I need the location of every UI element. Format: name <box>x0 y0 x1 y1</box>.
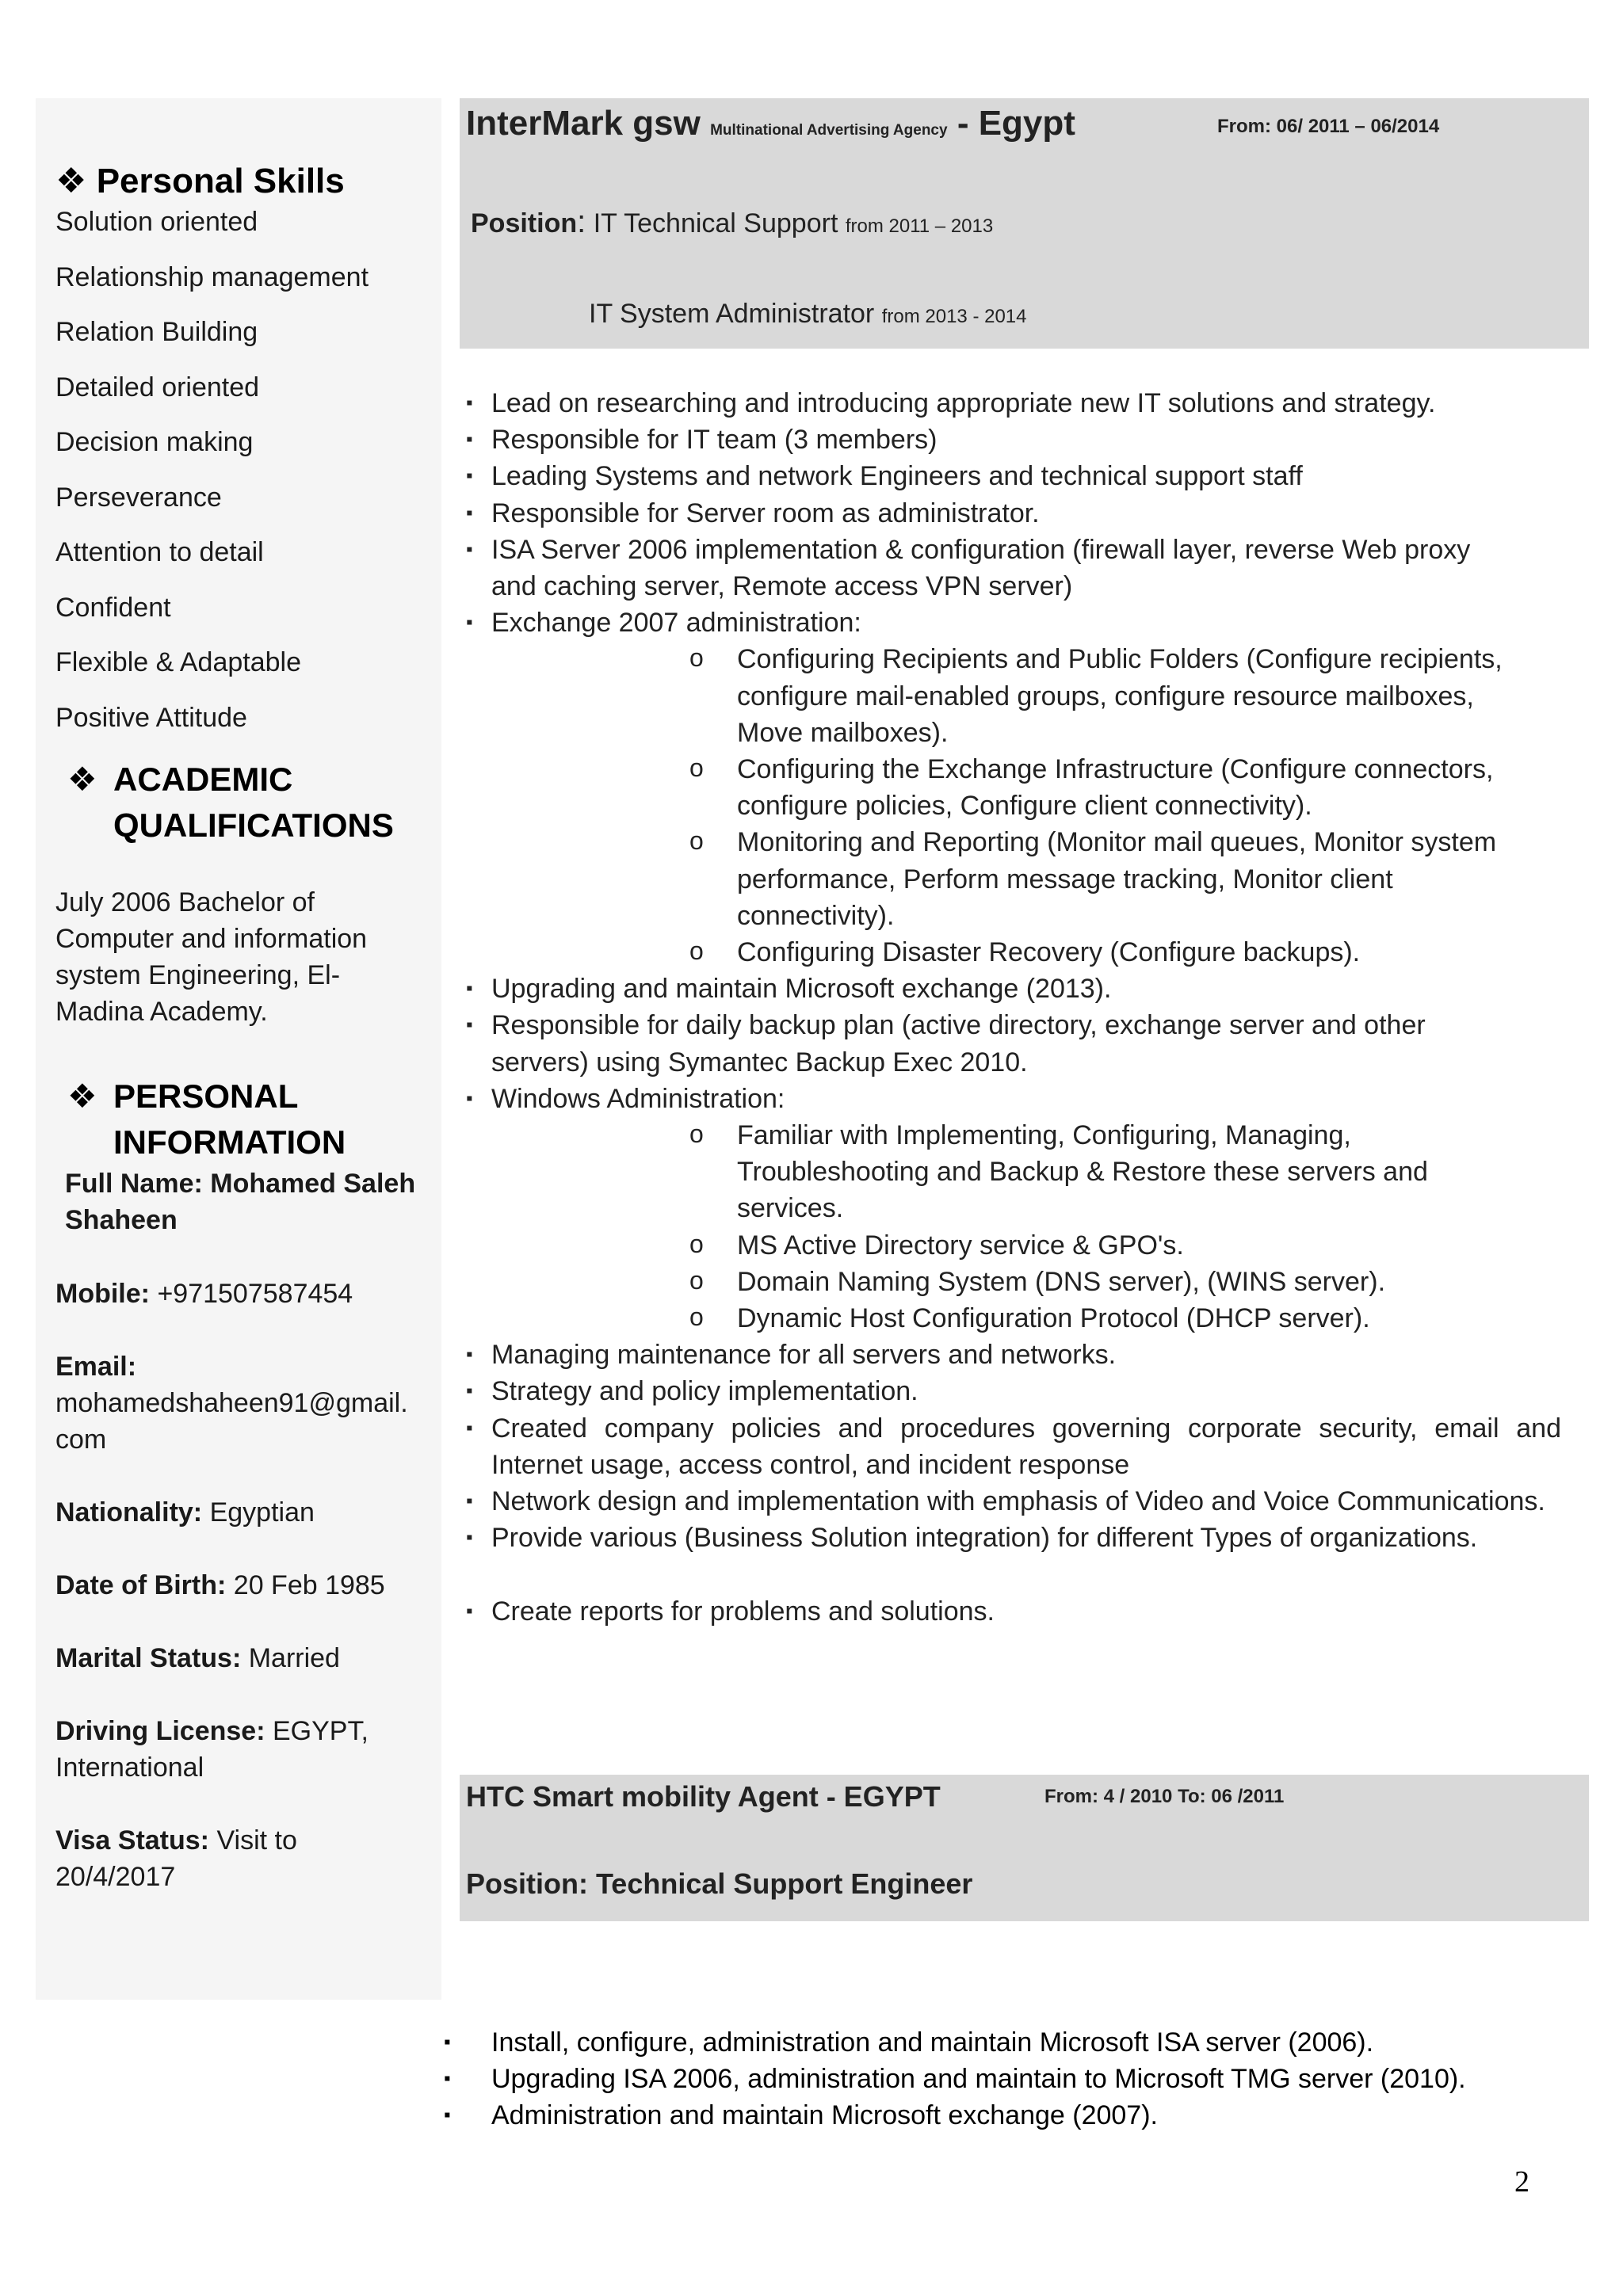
job1-position-2: IT System Administrator from 2013 - 2014 <box>589 299 1027 329</box>
list-item: o Dynamic Host Configuration Protocol (DHCP server). <box>460 1300 1529 1337</box>
list-item: Relation Building <box>55 317 258 347</box>
list-item: Perseverance <box>55 482 222 513</box>
list-item: ▪ Managing maintenance for all servers and networks. <box>460 1337 1561 1373</box>
list-item: ▪ Network design and implementation with emphasis of Video and Voice Communications. <box>460 1483 1561 1520</box>
academic-heading: ❖ ACADEMIC QUALIFICATIONS <box>67 757 394 849</box>
job1-dates: From: 06/ 2011 – 06/2014 <box>1217 116 1440 137</box>
list-item: o Monitoring and Reporting (Monitor mail queues, Monitor system performance, Perform message tracking, Monitor client connectivity). <box>460 824 1529 934</box>
job2-company: HTC Smart mobility Agent - EGYPT <box>466 1780 941 1813</box>
list-item: ▪ Install, configure, administration and maintain Microsoft ISA server (2006). <box>444 2024 1601 2061</box>
job2-bullets <box>444 2024 1601 2134</box>
list-item: ▪ Administration and maintain Microsoft exchange (2007). <box>444 2097 1601 2134</box>
academic-details: July 2006 Bachelor of Computer and information system Engineering, El- Madina Academy. <box>55 887 368 1027</box>
list-item: ▪ Upgrading ISA 2006, administration and maintain to Microsoft TMG server (2010). <box>444 2061 1601 2097</box>
visa-line: Visa Status: Visit to 20/4/2017 <box>55 1825 297 1892</box>
list-item: ▪ Responsible for IT team (3 members) <box>460 421 1561 458</box>
list-item: o MS Active Directory service & GPO's. <box>460 1227 1529 1264</box>
list-item: ▪ Provide various (Business Solution integration) for different Types of organizations. <box>460 1520 1561 1556</box>
diamond-bullet-icon: ❖ <box>67 1077 97 1115</box>
personal-details <box>55 1276 408 1932</box>
list-item: ▪ Lead on researching and introducing appropriate new IT solutions and strategy. <box>460 385 1561 421</box>
list-item: ▪ ISA Server 2006 implementation & configuration (firewall layer, reverse Web proxy and caching server, Remote access VPN server) <box>460 532 1522 605</box>
job2-dates: From: 4 / 2010 To: 06 /2011 <box>1044 1786 1285 1807</box>
job2-position: Position: Technical Support Engineer <box>466 1867 973 1900</box>
dob-line: Date of Birth: 20 Feb 1985 <box>55 1570 385 1600</box>
full-name: Full Name: Mohamed Saleh Shaheen <box>65 1169 416 1235</box>
list-item: ▪ Upgrading and maintain Microsoft exchange (2013). <box>460 971 1561 1007</box>
personal-info-heading: ❖ PERSONAL INFORMATION <box>67 1074 346 1165</box>
list-item: Decision making <box>55 427 254 457</box>
job1-bullets <box>460 385 1561 1630</box>
job1-company-line: InterMark gsw Multinational Advertising Agency - Egypt <box>466 104 1075 143</box>
list-item: ▪ Responsible for Server room as administrator. <box>460 495 1561 532</box>
list-item: ▪ Created company policies and procedures governing corporate security, email and Internet usage, access control, and incident response <box>460 1410 1561 1483</box>
page-number: 2 <box>1514 2165 1529 2199</box>
list-item: o Familiar with Implementing, Configuring, Managing, Troubleshooting and Backup & Restore these servers and services. <box>460 1117 1450 1227</box>
nationality-line: Nationality: Egyptian <box>55 1497 315 1527</box>
job1-position-line: Position: IT Technical Support from 2011 – 2013 <box>471 204 994 239</box>
list-item: o Configuring the Exchange Infrastructure (Configure connectors, configure policies, Configure client connectivity). <box>460 751 1529 824</box>
list-item: ▪ Create reports for problems and solutions. <box>460 1593 1561 1630</box>
list-item: Solution oriented <box>55 207 258 237</box>
list-item: ▪ Leading Systems and network Engineers and technical support staff <box>460 458 1561 494</box>
license-line: Driving License: EGYPT, International <box>55 1716 369 1783</box>
list-item: Relationship management <box>55 261 369 292</box>
list-item: o Configuring Disaster Recovery (Configure backups). <box>460 934 1529 971</box>
skills-heading: ❖ Personal Skills <box>55 158 345 204</box>
list-item: o Domain Naming System (DNS server), (WINS server). <box>460 1264 1529 1300</box>
email-line: Email: mohamedshaheen91@gmail. com <box>55 1352 408 1455</box>
diamond-bullet-icon: ❖ <box>55 162 87 200</box>
list-item: Detailed oriented <box>55 372 260 402</box>
list-item: ▪ Responsible for daily backup plan (active directory, exchange server and other servers) using Symantec Backup Exec 2010. <box>460 1007 1482 1080</box>
list-item: ▪ Strategy and policy implementation. <box>460 1373 1561 1409</box>
marital-line: Marital Status: Married <box>55 1643 340 1673</box>
list-item: ▪ Windows Administration: <box>460 1081 1561 1117</box>
list-item: o Configuring Recipients and Public Folders (Configure recipients, configure mail-enabled groups, configure resource mailboxes, Move mailboxes). <box>460 641 1529 751</box>
list-item: Flexible & Adaptable <box>55 647 301 677</box>
skills-list <box>55 202 369 753</box>
list-item: Positive Attitude <box>55 702 247 733</box>
list-item: Attention to detail <box>55 537 264 567</box>
mobile-line: Mobile: +971507587454 <box>55 1279 353 1309</box>
list-item: Confident <box>55 592 171 623</box>
list-item: ▪ Exchange 2007 administration: <box>460 605 1561 641</box>
diamond-bullet-icon: ❖ <box>67 761 97 798</box>
